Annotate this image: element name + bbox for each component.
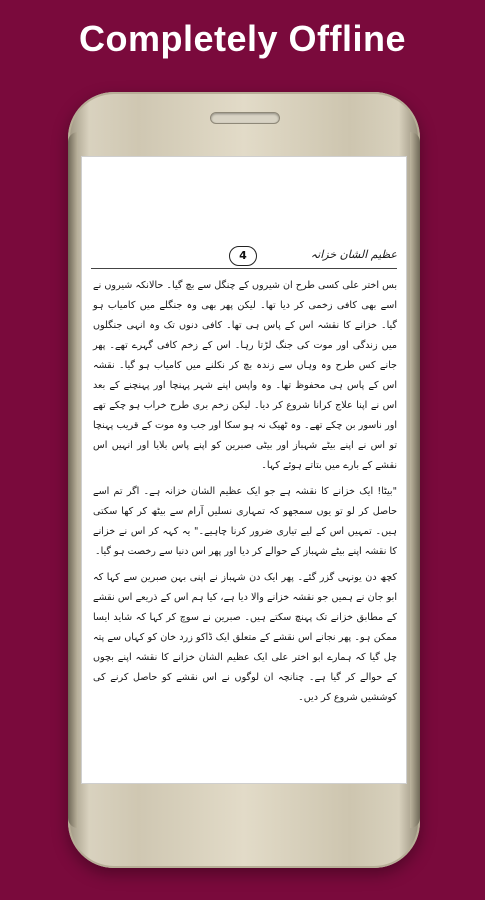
page-number: 4: [229, 246, 257, 266]
paragraph: بس اختر علی کسی طرح ان شیروں کے چنگل سے بچ گیا۔ حالانکہ شیروں نے اسے بھی کافی زخمی کر دیا تھا۔ لیکن پھر بھی وہ جنگلے میں کامیاب ہو گیا۔ خزانے کا نقشہ اس کے پاس ہی تھا۔ کافی دنوں تک وہ انہی جنگلوں میں زندگی اور موت کی جنگ لڑتا رہا۔ اس کے زخم کافی گہرے تھے۔ پھر جانے کس طرح وہ وہاں سے زندہ بچ کر نکلنے میں کامیاب ہو گیا۔ نقشہ اس کے پاس ہی محفوظ تھا۔ وہ واپس اپنے شہر پہنچا اور پہنچنے کے بعد اس نے اپنا علاج کرانا شروع کر دیا۔ لیکن زخم بری طرح خراب ہو چکے تھے اور ناسور بن چکے تھے۔ وہ ٹھیک نہ ہو سکا اور جب وہ موت کے قریب پہنچا تو اس نے اپنے بیٹے شہباز اور بیٹی صبرین کو اپنے پاس بلایا اور انہیں اس نقشے کے بارے میں بتاتے ہوئے کہا۔: [93, 280, 397, 471]
phone-chin: [68, 784, 420, 868]
paragraph: "بیٹا! ایک خزانے کا نقشہ ہے جو ایک عظیم الشان خزانہ ہے۔ اگر تم اسے حاصل کر لو تو یوں سمجھو کہ تمہاری نسلیں آرام سے بیٹھ کر کھا سکتی ہیں۔ تمہیں اس کے لیے تیاری ضرور کرنا چاہیے۔" یہ کہہ کر اس نے خزانے کا نقشہ اپنے بیٹے شہباز کے حوالے کر دیا اور پھر اس دنیا سے رخصت ہو گیا۔: [93, 486, 397, 557]
paragraph: کچھ دن یونہی گزر گئے۔ پھر ایک دن شہباز نے اپنی بہن صبرین سے کہا کہ ابو جان نے ہمیں جو نقشہ خزانے والا دیا ہے، کیا ہم اس کے ذریعے اس نقشے کے مطابق خزانے تک پہنچ سکتے ہیں۔ صبرین نے سوچ کر کہا کہ شاید ایسا ممکن ہو۔ پھر نجانے اس نقشے کے متعلق ایک ڈاکو زرد خان کو کہاں سے پتہ چل گیا کہ ہمارے ابو اختر علی ایک عظیم الشان خزانے کا نقشہ اپنے بچوں کے حوالے کر گیا ہے۔ چنانچہ ان لوگوں نے اس نقشے کو حاصل کرنے کی کوششیں شروع کر دیں۔: [93, 572, 397, 703]
speaker-grille: [210, 112, 280, 124]
page-body: [93, 276, 397, 714]
book-page-screen[interactable]: [81, 156, 407, 784]
phone-edge-right: [410, 132, 420, 828]
page-title: عظیم الشان خزانہ: [310, 248, 397, 261]
page-header: [91, 248, 397, 268]
header-divider: [91, 268, 397, 269]
phone-edge-left: [68, 132, 78, 828]
headline: Completely Offline: [78, 18, 407, 59]
phone-mockup: [68, 92, 420, 868]
